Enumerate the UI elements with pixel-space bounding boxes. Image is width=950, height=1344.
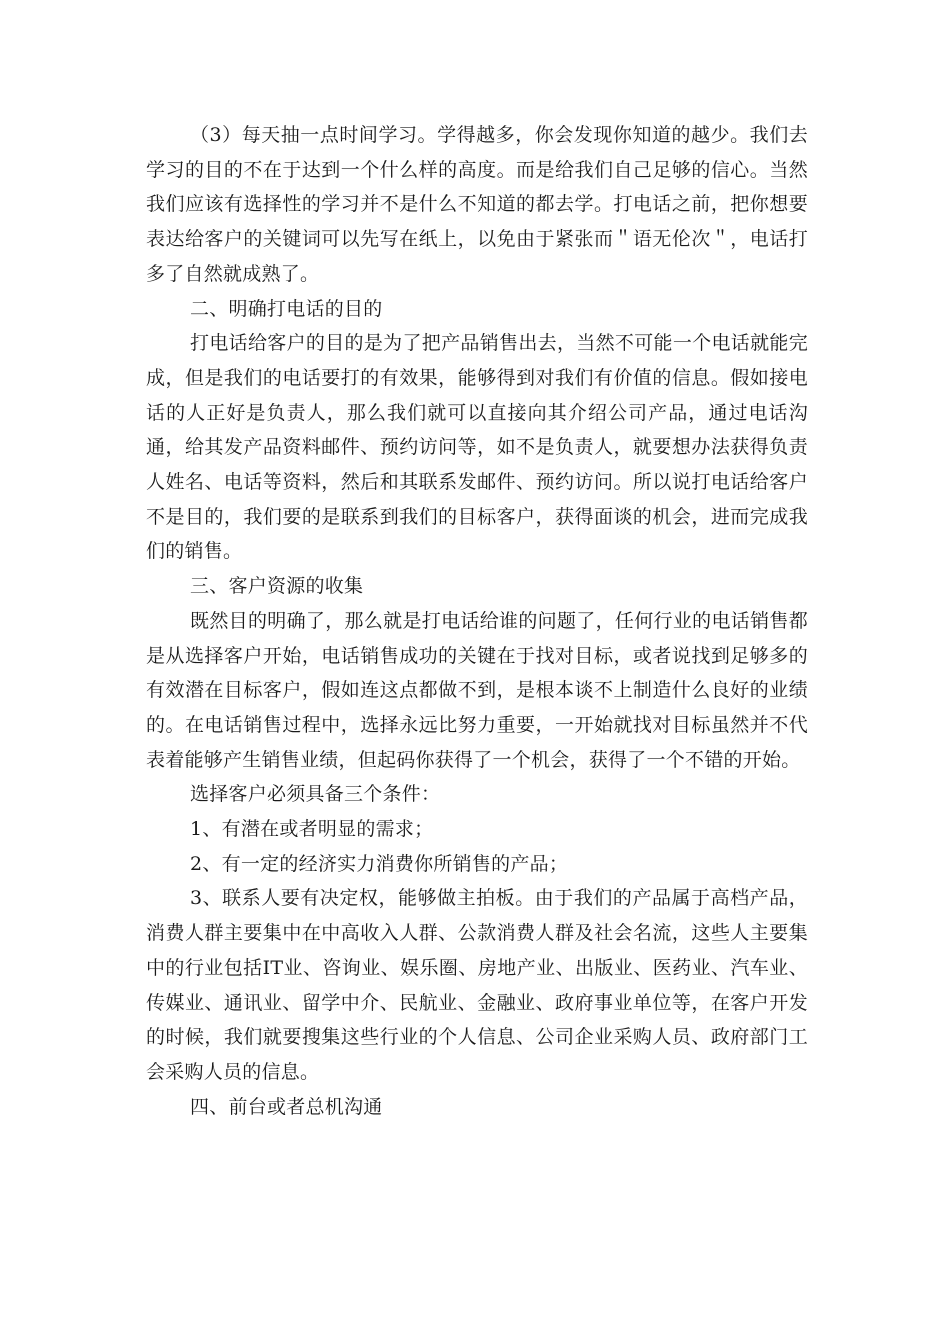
list-item-condition-3: 3、联系人要有决定权，能够做主拍板。由于我们的产品属于高档产品，消费人群主要集中在中高收入人群、公款消费人群及社会名流，这些人主要集中的行业包括IT业、咨询业、娱乐圈、房地产业、出版业、医药业、汽车业、传媒业、通讯业、留学中介、民航业、金融业、政府事业单位等，在客户开发的时候，我们就要搜集这些行业的个人信息、公司企业采购人员、政府部门工会采购人员的信息。	[146, 887, 808, 1083]
document-body	[146, 118, 808, 1124]
paragraph-conditions-intro: 选择客户必须具备三个条件：	[190, 783, 441, 806]
section-heading-call-purpose: 二、明确打电话的目的	[190, 297, 383, 320]
paragraph-study-tip: （3）每天抽一点时间学习。学得越多，你会发现你知道的越少。我们去学习的目的不在于达到一个什么样的高度。而是给我们自己足够的信心。当然我们应该有选择性的学习并不是什么不知道的都去学。打电话之前，把你想要表达给客户的关键词可以先写在纸上，以免由于紧张而＂语无伦次＂，电话打多了自然就成熟了。	[146, 124, 808, 285]
paragraph-customer-collection: 既然目的明确了，那么就是打电话给谁的问题了，任何行业的电话销售都是从选择客户开始，电话销售成功的关键在于找对目标，或者说找到足够多的有效潜在目标客户，假如连这点都做不到，是根本谈不上制造什么良好的业绩的。在电话销售过程中，选择永远比努力重要，一开始就找对目标虽然并不代表着能够产生销售业绩，但起码你获得了一个机会，获得了一个不错的开始。	[146, 609, 808, 771]
section-heading-front-desk: 四、前台或者总机沟通	[190, 1095, 383, 1118]
list-item-condition-1: 1、有潜在或者明显的需求；	[190, 818, 434, 841]
paragraph-call-purpose: 打电话给客户的目的是为了把产品销售出去，当然不可能一个电话就能完成，但是我们的电话要打的有效果，能够得到对我们有价值的信息。假如接电话的人正好是负责人，那么我们就可以直接向其介绍公司产品，通过电话沟通，给其发产品资料邮件、预约访问等，如不是负责人，就要想办法获得负责人姓名、电话等资料，然后和其联系发邮件、预约访问。所以说打电话给客户不是目的，我们要的是联系到我们的目标客户，获得面谈的机会，进而完成我们的销售。	[146, 332, 808, 563]
section-heading-customer-collection: 三、客户资源的收集	[190, 575, 364, 598]
list-item-condition-2: 2、有一定的经济实力消费你所销售的产品；	[190, 852, 569, 875]
